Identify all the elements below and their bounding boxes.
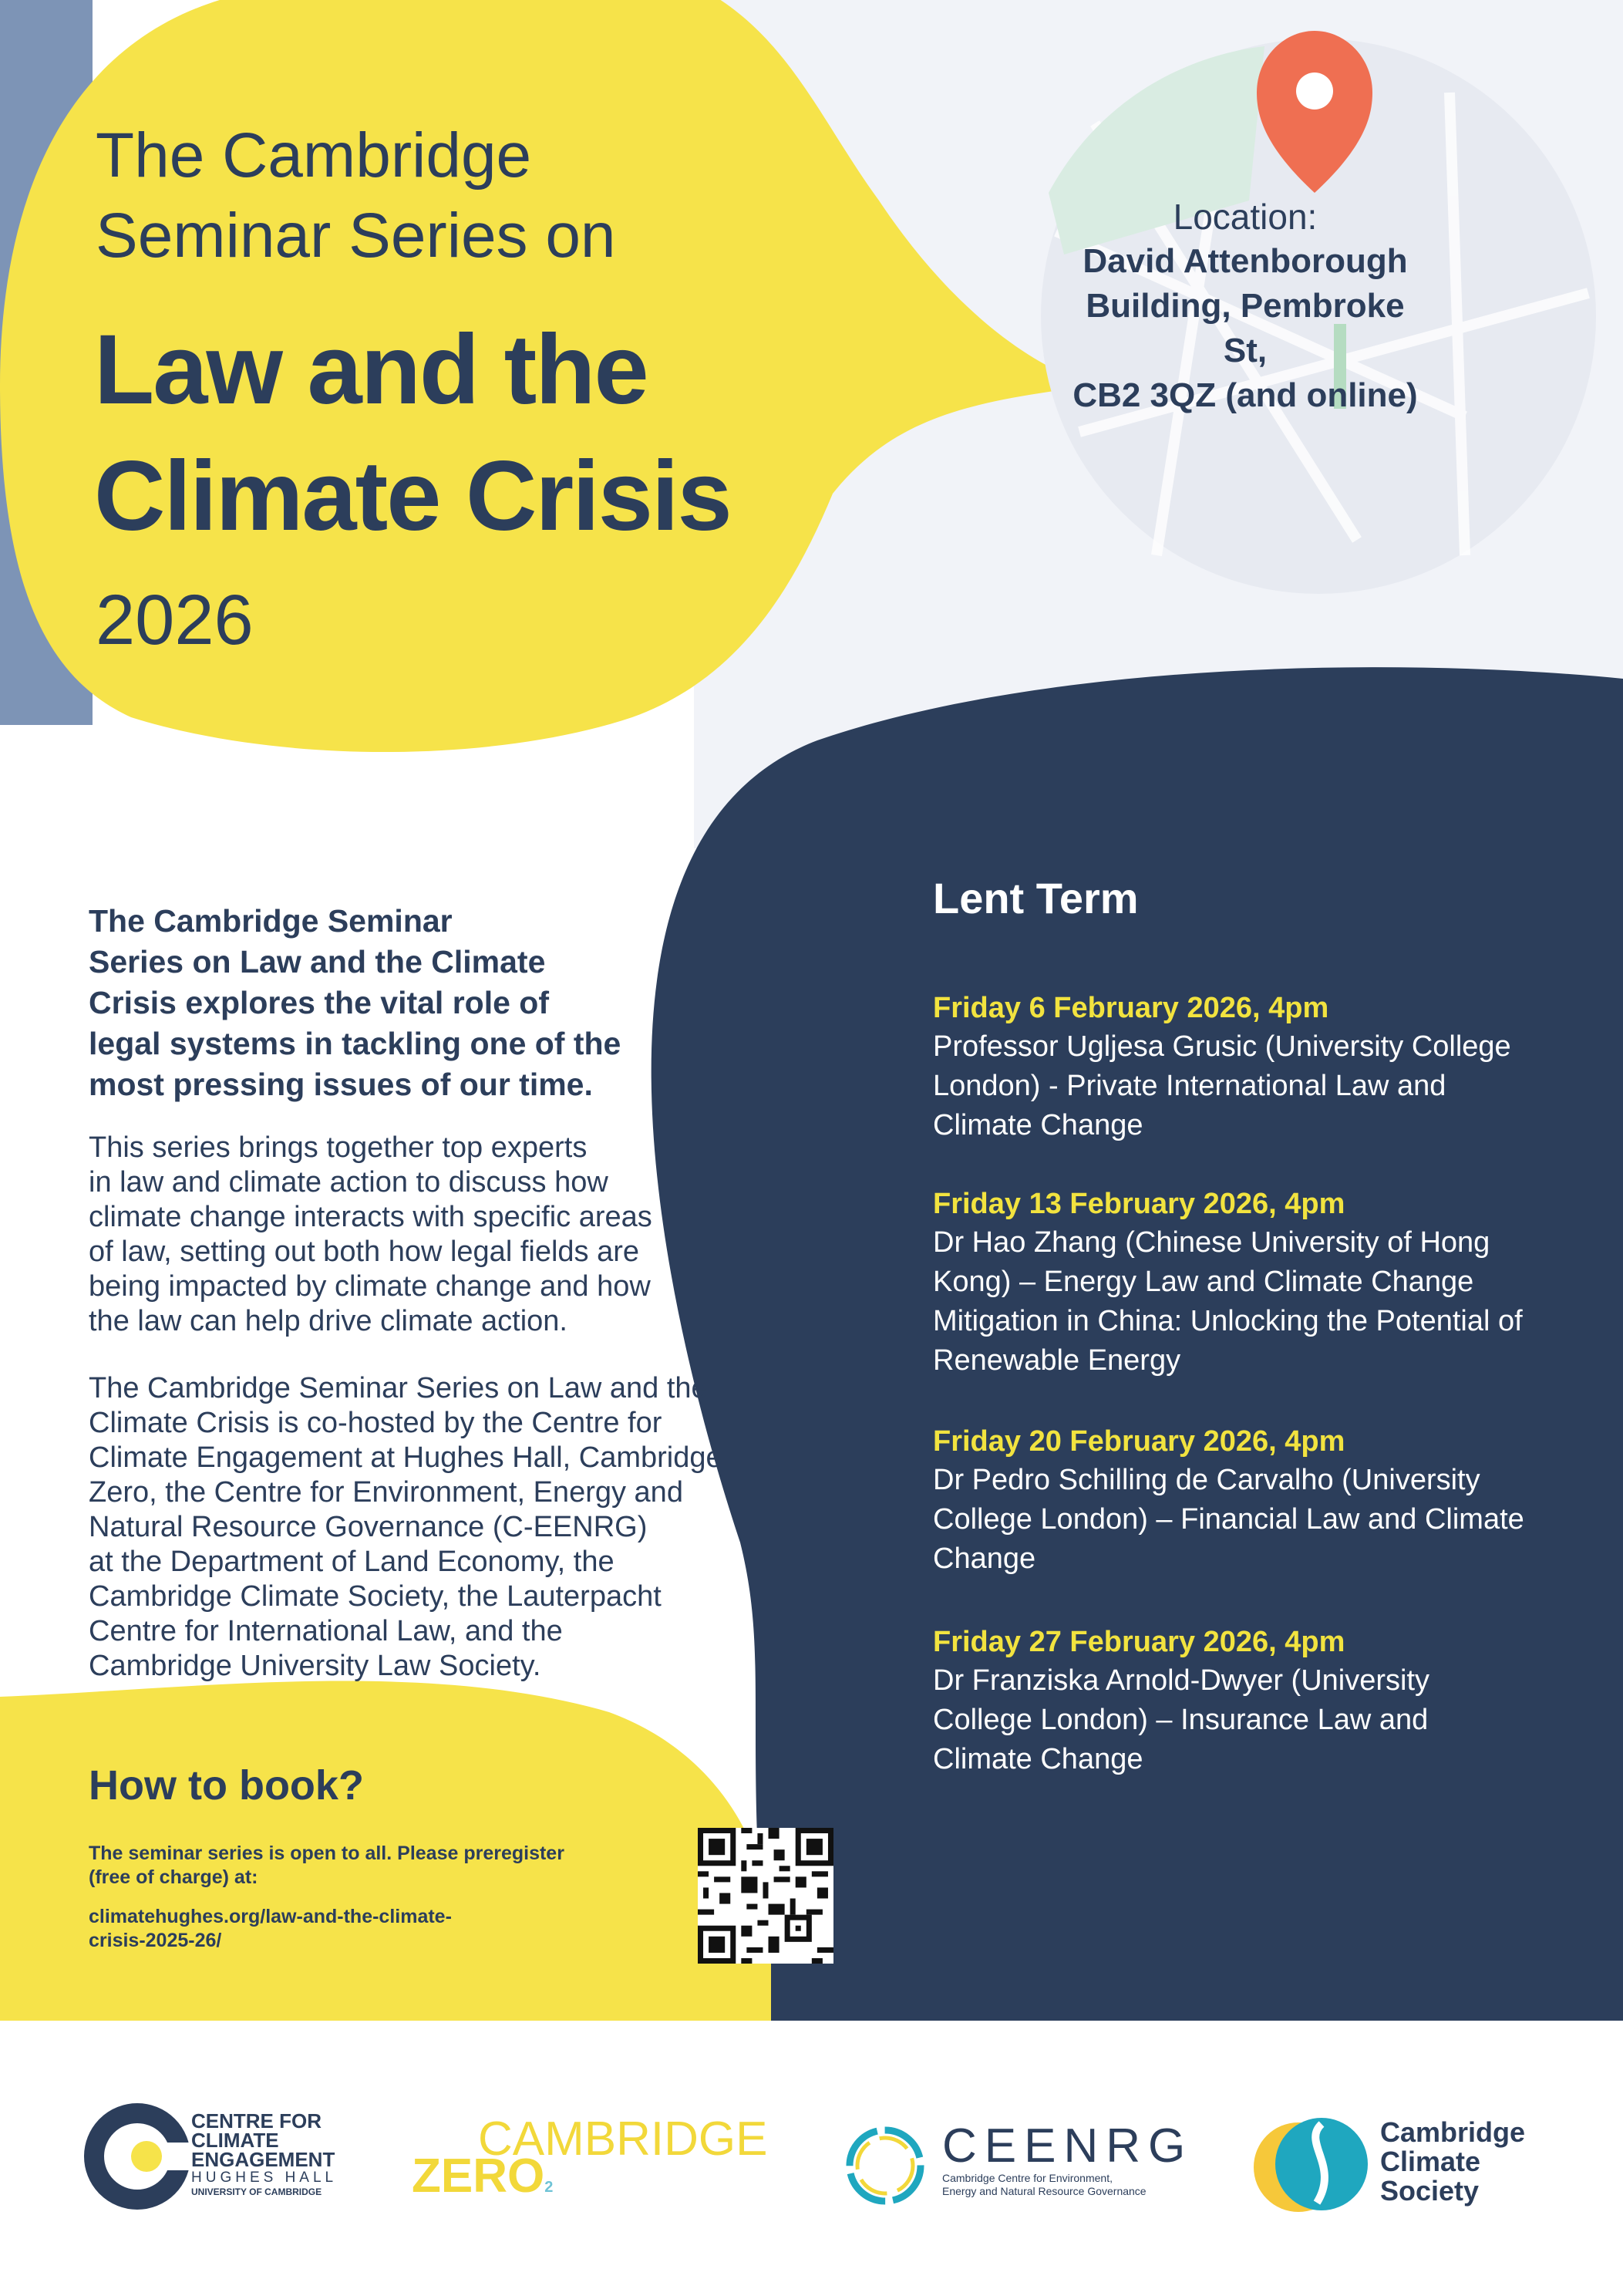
event-line: Dr Franziska Arnold-Dwyer (University xyxy=(933,1664,1430,1697)
paragraph-line: climate change interacts with specific areas xyxy=(89,1201,652,1233)
location-line1: David Attenborough xyxy=(1083,242,1408,280)
event-line: Dr Hao Zhang (Chinese University of Hong xyxy=(933,1226,1490,1259)
intro-lead-line: Series on Law and the Climate xyxy=(89,944,546,979)
ceenrg-name: CEENRG xyxy=(942,2119,1194,2173)
main-title-line1: Law and the xyxy=(94,315,648,425)
location-line3: CB2 3QZ (and online) xyxy=(1072,376,1418,414)
paragraph-line: the law can help drive climate action. xyxy=(89,1305,567,1337)
event-line: College London) – Insurance Law and xyxy=(933,1704,1429,1736)
event-line: Change xyxy=(933,1542,1036,1575)
series-title-line1: The Cambridge xyxy=(96,120,532,190)
intro-lead-line: Crisis explores the vital role of xyxy=(89,985,549,1020)
event-date: Friday 6 February 2026, 4pm xyxy=(933,992,1329,1024)
location-label: Location: xyxy=(1173,197,1318,237)
main-title xyxy=(94,307,731,560)
event-line: Climate Change xyxy=(933,1109,1143,1141)
intro-lead xyxy=(89,901,721,1105)
ceenrg-line: Energy and Natural Resource Governance xyxy=(942,2185,1147,2197)
paragraph-line: Cambridge Climate Society, the Lauterpacht xyxy=(89,1580,662,1613)
paragraph-line: at the Department of Land Economy, the xyxy=(89,1546,615,1578)
schedule-heading: Lent Term xyxy=(933,874,1139,922)
event-line: Kong) – Energy Law and Climate Change xyxy=(933,1266,1474,1298)
paragraph-line: Zero, the Centre for Environment, Energy and xyxy=(89,1476,683,1509)
ceenrg-logo-text xyxy=(942,2121,1204,2198)
booking-text xyxy=(89,1842,628,1890)
series-title xyxy=(96,116,616,276)
event-line: Climate Change xyxy=(933,1743,1143,1775)
cce-line: UNIVERSITY OF CAMBRIDGE xyxy=(191,2186,322,2197)
ccs-line: Climate xyxy=(1380,2146,1481,2177)
cce-line: CENTRE FOR xyxy=(191,2109,322,2132)
ccs-logo-text xyxy=(1380,2118,1565,2206)
ceenrg-ring-icon xyxy=(839,2119,931,2212)
intro-paragraph-1 xyxy=(89,1131,829,1339)
event-2 xyxy=(933,1185,1573,1381)
event-line: London) - Private International Law and xyxy=(933,1070,1446,1102)
intro-lead-line: legal systems in tackling one of the xyxy=(89,1026,621,1061)
event-date: Friday 20 February 2026, 4pm xyxy=(933,1425,1345,1458)
ceenrg-line: Cambridge Centre for Environment, xyxy=(942,2172,1113,2184)
cce-logo-icon xyxy=(83,2102,191,2210)
booking-heading: How to book? xyxy=(89,1762,364,1809)
intro-lead-line: most pressing issues of our time. xyxy=(89,1067,593,1102)
booking-link-line[interactable]: crisis-2025-26/ xyxy=(89,1930,222,1951)
paragraph-line: being impacted by climate change and how xyxy=(89,1270,651,1303)
qr-code[interactable] xyxy=(698,1828,833,1964)
paragraph-line: in law and climate action to discuss how xyxy=(89,1166,608,1199)
paragraph-line: Climate Crisis is co-hosted by the Centre for xyxy=(89,1407,662,1439)
ccs-line: Cambridge xyxy=(1380,2116,1526,2148)
zero-word: ZERO xyxy=(412,2149,545,2203)
booking-text-line: The seminar series is open to all. Please preregister xyxy=(89,1843,564,1864)
cambridge-zero-word: CAMBRIDGE xyxy=(478,2112,768,2166)
event-date: Friday 27 February 2026, 4pm xyxy=(933,1626,1345,1658)
paragraph-line: Natural Resource Governance (C-EENRG) xyxy=(89,1511,648,1543)
ccs-logo-icon xyxy=(1248,2112,1371,2220)
event-line: Professor Ugljesa Grusic (University College xyxy=(933,1030,1511,1063)
paragraph-line: Cambridge University Law Society. xyxy=(89,1650,541,1682)
booking-link-line[interactable]: climatehughes.org/law-and-the-climate- xyxy=(89,1906,452,1927)
event-line: Mitigation in China: Unlocking the Potential of xyxy=(933,1305,1523,1337)
year: 2026 xyxy=(96,581,254,659)
cce-line: HUGHES HALL xyxy=(191,2170,338,2186)
intro-lead-line: The Cambridge Seminar xyxy=(89,903,453,939)
event-1 xyxy=(933,989,1573,1145)
event-line: Renewable Energy xyxy=(933,1344,1181,1377)
event-4 xyxy=(933,1623,1573,1779)
cce-line: ENGAGEMENT xyxy=(191,2148,335,2171)
event-3 xyxy=(933,1422,1573,1579)
series-title-line2: Seminar Series on xyxy=(96,201,616,271)
location-block xyxy=(1064,194,1426,418)
paragraph-line: of law, setting out both how legal fields are xyxy=(89,1236,640,1268)
event-line: Dr Pedro Schilling de Carvalho (University xyxy=(933,1464,1480,1496)
cambridge-zero-zero xyxy=(412,2149,553,2203)
event-date: Friday 13 February 2026, 4pm xyxy=(933,1188,1345,1220)
paragraph-line: The Cambridge Seminar Series on Law and the xyxy=(89,1372,708,1404)
paragraph-line: This series brings together top experts xyxy=(89,1131,588,1164)
intro-paragraph-2 xyxy=(89,1371,829,1684)
zero-subscript: 2 xyxy=(544,2179,554,2196)
event-line: College London) – Financial Law and Climate xyxy=(933,1503,1524,1536)
ccs-line: Society xyxy=(1380,2175,1480,2207)
cce-logo-text xyxy=(191,2109,376,2198)
location-line2: Building, Pembroke St, xyxy=(1086,287,1405,369)
paragraph-line: Centre for International Law, and the xyxy=(89,1615,563,1647)
booking-text-line: (free of charge) at: xyxy=(89,1866,258,1888)
paragraph-line: Climate Engagement at Hughes Hall, Cambridge xyxy=(89,1441,722,1474)
main-title-line2: Climate Crisis xyxy=(94,441,731,551)
booking-link[interactable] xyxy=(89,1905,582,1953)
cce-line: CLIMATE xyxy=(191,2129,279,2152)
